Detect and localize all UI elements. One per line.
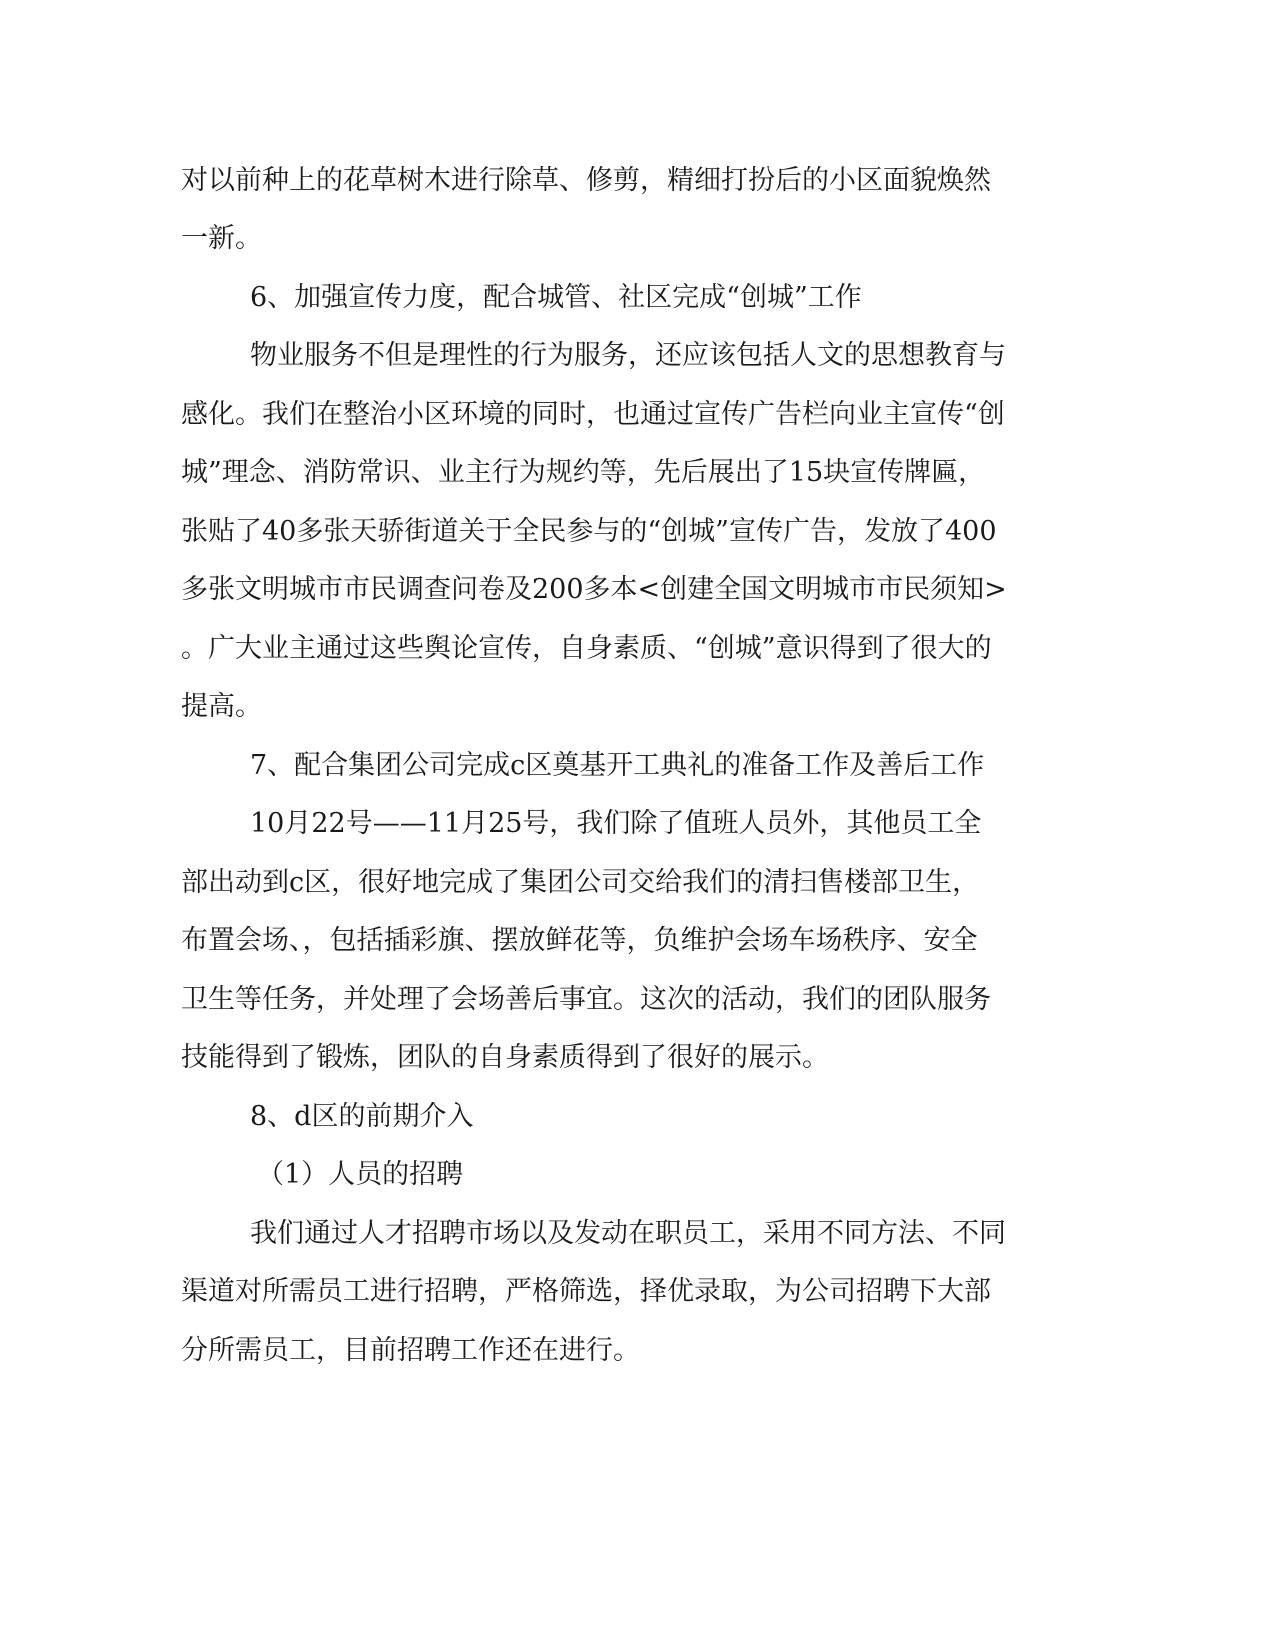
text-line: 我们通过人才招聘市场以及发动在职员工，采用不同方法、不同 [250,1218,1006,1249]
text-line: 卫生等任务，并处理了会场善后事宜。这次的活动，我们的团队服务 [181,984,991,1015]
text-line: 部出动到c区，很好地完成了集团公司交给我们的清扫售楼部卫生， [181,867,980,898]
text-line: 分所需员工，目前招聘工作还在进行。 [181,1335,640,1366]
text-line: 对以前种上的花草树木进行除草、修剪，精细打扮后的小区面貌焕然 [181,165,991,196]
section-heading-7: 7、配合集团公司完成c区奠基开工典礼的准备工作及善后工作 [250,750,985,781]
text-line: 张贴了40多张天骄街道关于全民参与的“创城”宣传广告，发放了400 [181,516,997,547]
text-line: 一新。 [181,223,262,254]
text-line: 城”理念、消防常识、业主行为规约等，先后展出了15块宣传牌匾， [181,457,986,488]
text-line: 多张文明城市市民调查问卷及200多本<创建全国文明城市市民须知> [181,574,1007,605]
text-line: 10月22号——11月25号，我们除了值班人员外，其他员工全 [250,808,982,839]
text-line: 渠道对所需员工进行招聘，严格筛选，择优录取，为公司招聘下大部 [181,1276,991,1307]
text-line: 布置会场、，包括插彩旗、摆放鲜花等，负维护会场车场秩序、安全 [181,925,978,956]
text-line: 感化。我们在整治小区环境的同时，也通过宣传广告栏向业主宣传“创 [181,399,1005,430]
section-heading-6: 6、加强宣传力度，配合城管、社区完成“创城”工作 [250,282,862,313]
text-line: 技能得到了锻炼，团队的自身素质得到了很好的展示。 [181,1042,829,1073]
text-line: 。广大业主通过这些舆论宣传，自身素质、“创城”意识得到了很大的 [181,633,992,664]
subsection-heading-1: （1）人员的招聘 [257,1159,464,1190]
section-heading-8: 8、d区的前期介入 [250,1101,474,1132]
text-line: 提高。 [181,691,262,722]
text-line: 物业服务不但是理性的行为服务，还应该包括人文的思想教育与 [250,340,1006,371]
